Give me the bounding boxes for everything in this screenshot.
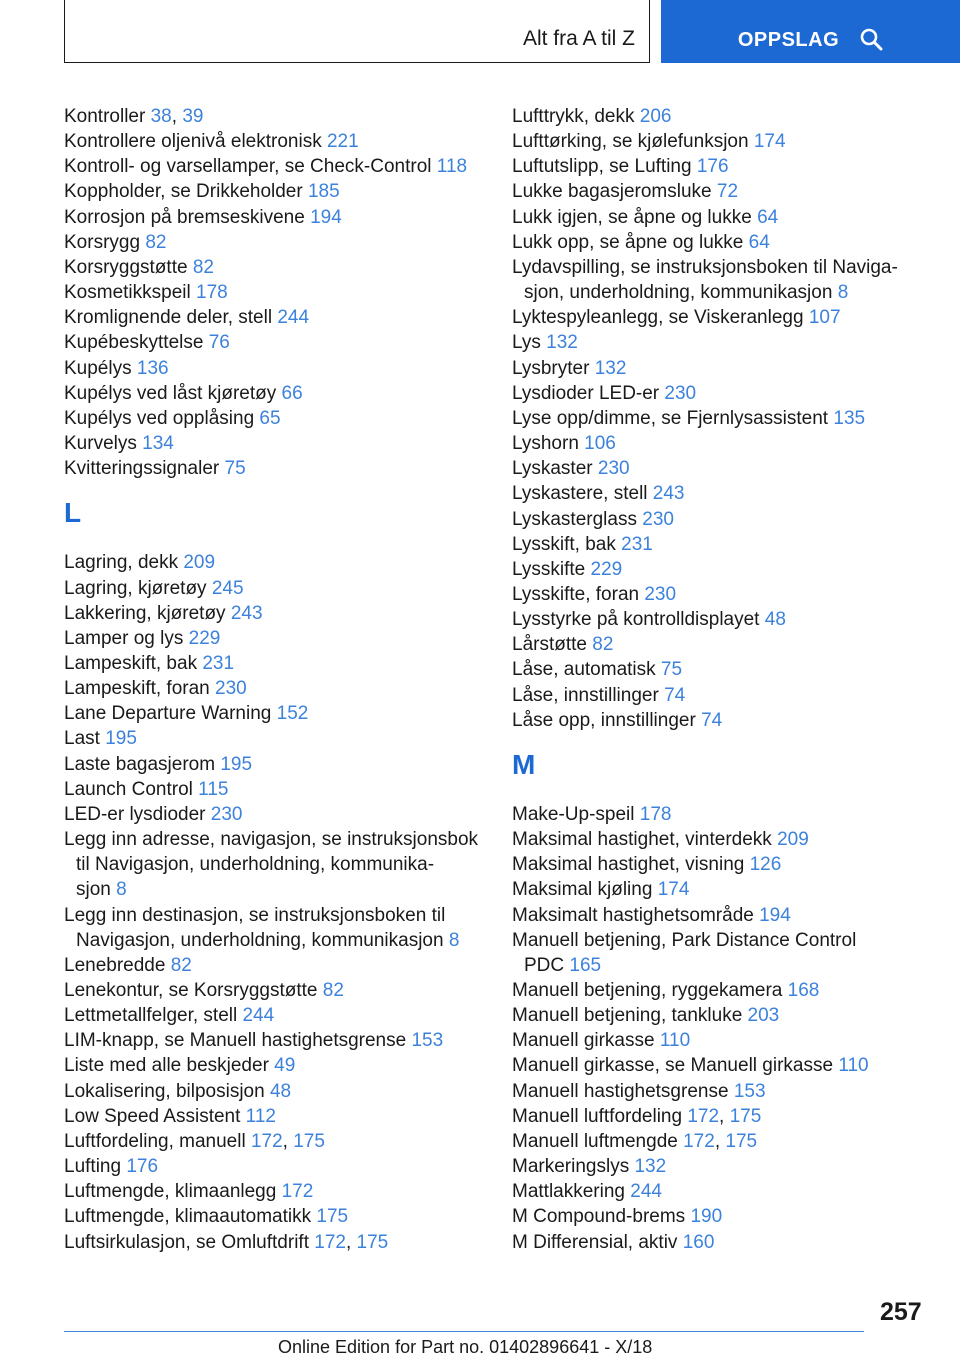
page-reference-link[interactable]: 82	[170, 954, 192, 976]
entry-term: Maksimal kjøling	[512, 879, 653, 901]
index-entry	[512, 330, 932, 355]
page-reference-link[interactable]: 245	[211, 577, 244, 599]
page-reference-link[interactable]: 175	[293, 1130, 325, 1152]
entry-term: Last	[64, 728, 100, 750]
index-entry	[64, 330, 484, 355]
entry-term: Luftsirkulasjon, se Omluftdrift	[64, 1231, 309, 1253]
index-entry	[512, 827, 932, 852]
entry-term: Lukk igjen, se åpne og lukke	[512, 206, 752, 228]
entry-term: Lenebredde	[64, 954, 166, 976]
index-entry	[64, 953, 484, 978]
entry-term: Maksimal hastighet, vinterdekk	[512, 829, 772, 851]
entry-term: Lane Departure Warning	[64, 703, 272, 725]
entry-term: Lyktespyleanlegg, se Viskeranlegg	[512, 307, 804, 329]
page-reference-link[interactable]: 190	[690, 1206, 723, 1228]
page-reference-link[interactable]: 176	[126, 1156, 159, 1178]
index-entry	[64, 179, 484, 204]
page-reference-link[interactable]: 132	[634, 1156, 667, 1178]
entry-term: Lukk opp, se åpne og lukke	[512, 231, 744, 253]
page-reference-link[interactable]: 172	[687, 1105, 720, 1127]
page-reference-link[interactable]: 230	[597, 458, 630, 480]
index-entry	[512, 557, 932, 582]
page-reference-link[interactable]: 110	[659, 1030, 691, 1052]
entry-term: Kupélys ved låst kjøretøy	[64, 382, 277, 404]
entry-term: Kurvelys	[64, 433, 137, 455]
lookup-label: OPPSLAG	[737, 29, 840, 51]
index-entry	[64, 777, 484, 802]
index-entry	[512, 1154, 932, 1179]
index-entry	[512, 903, 932, 928]
page-reference-link[interactable]: 82	[145, 231, 167, 253]
page-reference-link[interactable]: 172	[281, 1181, 314, 1203]
entry-term: Luftutslipp, se Lufting	[512, 156, 692, 178]
index-entry	[64, 626, 484, 651]
entry-term: LED-er lysdioder	[64, 803, 206, 825]
index-entry	[64, 154, 484, 179]
index-entry: Manuell luftmengde 172, 175	[512, 1130, 758, 1152]
entry-term: Lysstyrke på kontrolldisplayet	[512, 609, 760, 631]
index-entry	[64, 550, 484, 575]
page-reference-link[interactable]: 178	[639, 803, 672, 825]
entry-term: M Compound-brems	[512, 1206, 686, 1228]
entry-term: Manuell hastighetsgrense	[512, 1080, 729, 1102]
index-entry	[512, 657, 932, 682]
entry-term: Mattlakkering	[512, 1181, 625, 1203]
index-entry	[512, 1204, 932, 1229]
page-reference-link[interactable]: 176	[696, 156, 729, 178]
page-reference-link[interactable]: 175	[316, 1206, 349, 1228]
entry-term: Luftmengde, klimaanlegg	[64, 1181, 277, 1203]
page-reference-link[interactable]: 65	[259, 407, 281, 429]
entry-term: Navigasjon, underholdning, kommunikasjon	[76, 929, 444, 951]
page-reference-link[interactable]: 174	[657, 879, 690, 901]
index-entry	[64, 978, 484, 1003]
page-reference-link[interactable]: 230	[642, 508, 674, 530]
entry-term: Lampeskift, foran	[64, 678, 210, 700]
entry-term: Kromlignende deler, stell	[64, 307, 273, 329]
top-navigation	[0, 0, 960, 66]
entry-term: Laste bagasjerom	[64, 753, 216, 775]
page-reference-link[interactable]: 82	[322, 980, 344, 1001]
page-reference-link[interactable]: 8	[448, 929, 460, 951]
index-entry: Kontroller 38, 39	[64, 106, 204, 127]
page-reference-link[interactable]: 112	[245, 1105, 276, 1127]
page-reference-link[interactable]: 175	[356, 1231, 389, 1253]
index-entry	[64, 802, 484, 827]
index-entry	[512, 802, 932, 827]
index-entry	[64, 1104, 484, 1129]
index-entry	[512, 205, 932, 230]
entry-term: Korrosjon på bremseskivene	[64, 206, 305, 228]
index-entry	[64, 1154, 484, 1179]
entry-term: Koppholder, se Drikkeholder	[64, 181, 303, 203]
section-tab[interactable]	[64, 0, 650, 63]
index-entry: Luftfordeling, manuell 172, 175	[64, 1130, 325, 1152]
entry-term: Lysskift, bak	[512, 533, 616, 555]
entry-term: Lufttørking, se kjølefunksjon	[512, 131, 749, 153]
page-reference-link[interactable]: 231	[202, 652, 235, 674]
page-reference-link[interactable]: 153	[411, 1030, 444, 1052]
page-reference-link[interactable]: 175	[725, 1130, 758, 1152]
index-entry	[512, 230, 932, 255]
page-reference-link[interactable]: 230	[664, 382, 697, 404]
page-number: 257	[880, 1298, 922, 1326]
entry-term: Manuell betjening, Park Distance Control	[512, 929, 857, 951]
page-reference-link[interactable]: 244	[277, 307, 310, 329]
page-reference-link[interactable]: 175	[729, 1105, 762, 1127]
entry-term: Kupélys	[64, 357, 132, 379]
page-reference-link[interactable]: 110	[838, 1055, 869, 1077]
index-entry	[512, 1028, 932, 1053]
entry-term: Lampeskift, bak	[64, 652, 198, 674]
index-entry	[512, 154, 932, 179]
entry-term: Lysskifte, foran	[512, 583, 640, 605]
page-reference-link[interactable]: 153	[733, 1080, 766, 1102]
footer-divider	[64, 1331, 864, 1332]
entry-term: Low Speed Assistent	[64, 1105, 241, 1127]
index-entry	[64, 827, 484, 902]
page-reference-link[interactable]: 75	[660, 659, 683, 681]
entry-term: LIM-knapp, se Manuell hastighetsgrense	[64, 1030, 407, 1052]
index-entry	[512, 632, 932, 657]
entry-term: Kontroll- og varsellamper, se Check-Control	[64, 156, 432, 178]
index-column-left	[64, 104, 484, 1255]
entry-term: Manuell luftmengde	[512, 1130, 678, 1152]
page-reference-link[interactable]: 76	[208, 332, 230, 354]
entry-term: Lakkering, kjøretøy	[64, 602, 226, 624]
entry-term: Lagring, kjøretøy	[64, 577, 207, 599]
page-reference-link[interactable]: 185	[307, 181, 340, 203]
entry-term: Lokalisering, bilposisjon	[64, 1080, 265, 1102]
page-reference-link[interactable]: 209	[183, 552, 216, 574]
entry-term: Make-Up-speil	[512, 803, 635, 825]
index-entry	[512, 928, 932, 978]
page-reference-link[interactable]: 165	[569, 954, 602, 976]
index-entry	[512, 1179, 932, 1204]
entry-term: Korsryggstøtte	[64, 256, 188, 278]
entry-term: sjon, underholdning, kommunikasjon	[524, 282, 833, 304]
lookup-tab[interactable]	[661, 0, 960, 63]
index-entry	[64, 456, 484, 481]
entry-term: Lårstøtte	[512, 634, 587, 656]
index-entry	[64, 280, 484, 305]
page-reference-link[interactable]: 8	[837, 282, 849, 304]
page-reference-link[interactable]: 244	[630, 1181, 662, 1203]
index-entry	[512, 1079, 932, 1104]
entry-term: Lenekontur, se Korsryggstøtte	[64, 980, 318, 1001]
page-reference-link[interactable]: 194	[759, 904, 791, 926]
entry-term: Maksimalt hastighetsområde	[512, 904, 754, 926]
page-reference-link[interactable]: 48	[269, 1080, 292, 1102]
entry-term: til Navigasjon, underholdning, kommunika-	[76, 854, 435, 876]
page-reference-link[interactable]: 132	[546, 332, 578, 354]
entry-term: Manuell girkasse	[512, 1030, 655, 1052]
entry-term: Luftmengde, klimaautomatikk	[64, 1206, 312, 1228]
entry-term: Lyskaster	[512, 458, 593, 480]
page-reference-link[interactable]: 64	[757, 206, 779, 228]
index-entry	[512, 129, 932, 154]
index-entry	[64, 129, 484, 154]
index-entry	[64, 381, 484, 406]
entry-term: Låse, automatisk	[512, 659, 656, 681]
page-reference-link[interactable]: 229	[188, 627, 221, 649]
entry-term: Lukke bagasjeromsluke	[512, 181, 712, 203]
entry-term: Lettmetallfelger, stell	[64, 1005, 238, 1027]
index-letter-heading: L	[64, 497, 82, 529]
page-reference-link[interactable]: 38	[150, 106, 172, 127]
entry-term: Liste med alle beskjeder	[64, 1055, 269, 1077]
index-entry	[512, 104, 932, 129]
entry-term: sjon	[76, 879, 111, 901]
index-entry	[64, 701, 484, 726]
index-entry	[64, 752, 484, 777]
page-reference-link[interactable]: 115	[198, 778, 229, 800]
page-reference-link[interactable]: 243	[230, 602, 263, 624]
page-reference-link[interactable]: 172	[683, 1130, 715, 1152]
entry-term: Lamper og lys	[64, 627, 184, 649]
entry-term: Manuell girkasse, se Manuell girkasse	[512, 1055, 834, 1077]
index-entry	[64, 903, 484, 953]
index-entry	[64, 676, 484, 701]
entry-term: Lyshorn	[512, 433, 579, 455]
index-entry	[512, 532, 932, 557]
page-reference-link[interactable]: 243	[652, 483, 685, 505]
entry-term: Kosmetikkspeil	[64, 282, 191, 304]
page-reference-link[interactable]: 195	[220, 753, 253, 775]
page-reference-link[interactable]: 229	[590, 558, 623, 580]
page-reference-link[interactable]: 168	[787, 980, 820, 1001]
page-reference-link[interactable]: 75	[224, 458, 246, 480]
entry-term: Låse, innstillinger	[512, 684, 659, 706]
page-reference-link[interactable]: 203	[747, 1005, 780, 1027]
entry-term: Lagring, dekk	[64, 552, 179, 574]
entry-term: PDC	[524, 954, 565, 976]
index-entry	[64, 255, 484, 280]
index-entry	[512, 381, 932, 406]
page-reference-link[interactable]: 8	[116, 879, 127, 901]
page-reference-link[interactable]: 48	[764, 609, 786, 631]
index-entry	[512, 582, 932, 607]
page-reference-link[interactable]: 49	[274, 1055, 296, 1077]
page-reference-link[interactable]: 172	[250, 1130, 283, 1152]
page-reference-link[interactable]: 230	[644, 583, 677, 605]
entry-term: Lyse opp/dimme, se Fjernlysassistent	[512, 407, 829, 429]
page-reference-link[interactable]: 64	[748, 231, 770, 253]
page-reference-link[interactable]: 230	[215, 678, 247, 700]
index-entry	[512, 877, 932, 902]
entry-term: Launch Control	[64, 778, 193, 800]
page-reference-link[interactable]: 136	[136, 357, 169, 379]
entry-term: Luftfordeling, manuell	[64, 1130, 246, 1152]
index-entry	[512, 305, 932, 330]
entry-term: Lys	[512, 332, 541, 354]
page-reference-link[interactable]: 160	[682, 1231, 715, 1253]
page-reference-link[interactable]: 39	[182, 106, 204, 127]
page-reference-link[interactable]: 178	[196, 282, 228, 304]
index-entry	[64, 601, 484, 626]
entry-term: Lysdioder LED-er	[512, 382, 660, 404]
page-reference-link[interactable]: 209	[777, 829, 809, 851]
index-entry	[64, 1003, 484, 1028]
index-entry	[64, 305, 484, 330]
section-title: Alt fra A til Z	[522, 27, 635, 50]
entry-term: Manuell betjening, tankluke	[512, 1005, 743, 1027]
footer-text: Online Edition for Part no. 01402896641 - X/18	[278, 1337, 653, 1357]
index-entry	[512, 255, 932, 305]
page-reference-link[interactable]: 106	[584, 433, 616, 455]
page-reference-link[interactable]: 134	[142, 433, 174, 455]
index-entry	[512, 481, 932, 506]
page-reference-link[interactable]: 72	[716, 181, 739, 203]
entry-term: Låse opp, innstillinger	[512, 709, 696, 731]
entry-term: Lyskastere, stell	[512, 483, 648, 505]
page-reference-link[interactable]: 107	[808, 307, 841, 329]
search-icon	[859, 27, 883, 51]
page-reference-link[interactable]: 244	[242, 1005, 275, 1027]
index-entry	[512, 978, 932, 1003]
page-reference-link[interactable]: 74	[664, 684, 686, 706]
index-entry	[512, 406, 932, 431]
page-reference-link[interactable]: 82	[592, 634, 614, 656]
index-entry	[512, 607, 932, 632]
entry-term: Legg inn adresse, navigasjon, se instruksjonsbok	[64, 829, 479, 851]
page-reference-link[interactable]: 194	[310, 206, 342, 228]
index-entry	[64, 1079, 484, 1104]
page-reference-link[interactable]: 126	[749, 854, 782, 876]
index-entry	[512, 179, 932, 204]
index-entry	[64, 205, 484, 230]
entry-term: Korsrygg	[64, 231, 141, 253]
page-reference-link[interactable]: 231	[621, 533, 653, 555]
index-entry	[512, 456, 932, 481]
entry-term: Lysbryter	[512, 357, 590, 379]
index-entry	[64, 1204, 484, 1229]
index-entry	[512, 431, 932, 456]
index-entry	[512, 1053, 932, 1078]
page-reference-link[interactable]: 132	[594, 357, 627, 379]
index-entry	[64, 1179, 484, 1204]
index-entry	[64, 651, 484, 676]
page-reference-link[interactable]: 195	[105, 728, 137, 750]
page-reference-link[interactable]: 221	[326, 131, 359, 153]
index-entry	[512, 1230, 932, 1255]
entry-term: Kvitteringssignaler	[64, 458, 220, 480]
entry-term: Lufting	[64, 1156, 122, 1178]
index-letter-heading: M	[512, 748, 536, 780]
page-reference-link[interactable]: 74	[701, 709, 723, 731]
index-entry	[64, 230, 484, 255]
index-entry	[512, 708, 932, 733]
index-entry	[64, 1028, 484, 1053]
entry-term: Legg inn destinasjon, se instruksjonsboken til	[64, 904, 446, 926]
index-entry	[64, 406, 484, 431]
page-reference-link[interactable]: 135	[833, 407, 866, 429]
page-reference-link[interactable]: 206	[639, 106, 672, 127]
entry-term: Kontrollere oljenivå elektronisk	[64, 131, 322, 153]
page-reference-link[interactable]: 174	[753, 131, 786, 153]
index-entry	[512, 683, 932, 708]
index-entry	[512, 507, 932, 532]
index-entry	[64, 431, 484, 456]
index-entry: Luftsirkulasjon, se Omluftdrift 172, 175	[64, 1231, 389, 1253]
index-column-right	[512, 104, 932, 1255]
page-reference-link[interactable]: 66	[281, 382, 303, 404]
page-reference-link[interactable]: 172	[314, 1231, 346, 1253]
page-reference-link[interactable]: 82	[192, 256, 214, 278]
page-reference-link[interactable]: 152	[276, 703, 309, 725]
entry-term: Manuell betjening, ryggekamera	[512, 980, 783, 1001]
entry-term: Manuell luftfordeling	[512, 1105, 683, 1127]
index-entry	[512, 1003, 932, 1028]
index-entry: Manuell luftfordeling 172, 175	[512, 1105, 762, 1127]
entry-term: Lysskifte	[512, 558, 586, 580]
entry-term: Lyskasterglass	[512, 508, 637, 530]
index-entry	[64, 726, 484, 751]
entry-term: Maksimal hastighet, visning	[512, 854, 745, 876]
index-entry	[512, 356, 932, 381]
entry-term: M Differensial, aktiv	[512, 1231, 678, 1253]
page-reference-link[interactable]: 118	[436, 156, 468, 178]
entry-term: Kupébeskyttelse	[64, 332, 204, 354]
entry-term: Markeringslys	[512, 1156, 630, 1178]
index-entry	[64, 356, 484, 381]
entry-term: Kontroller	[64, 106, 146, 127]
index-entry	[64, 576, 484, 601]
entry-term: Lydavspilling, se instruksjonsboken til Naviga-	[512, 256, 898, 278]
index-entry	[64, 1053, 484, 1078]
index-entry	[512, 852, 932, 877]
entry-term: Kupélys ved opplåsing	[64, 407, 255, 429]
entry-term: Lufttrykk, dekk	[512, 106, 635, 127]
page-reference-link[interactable]: 230	[210, 803, 243, 825]
